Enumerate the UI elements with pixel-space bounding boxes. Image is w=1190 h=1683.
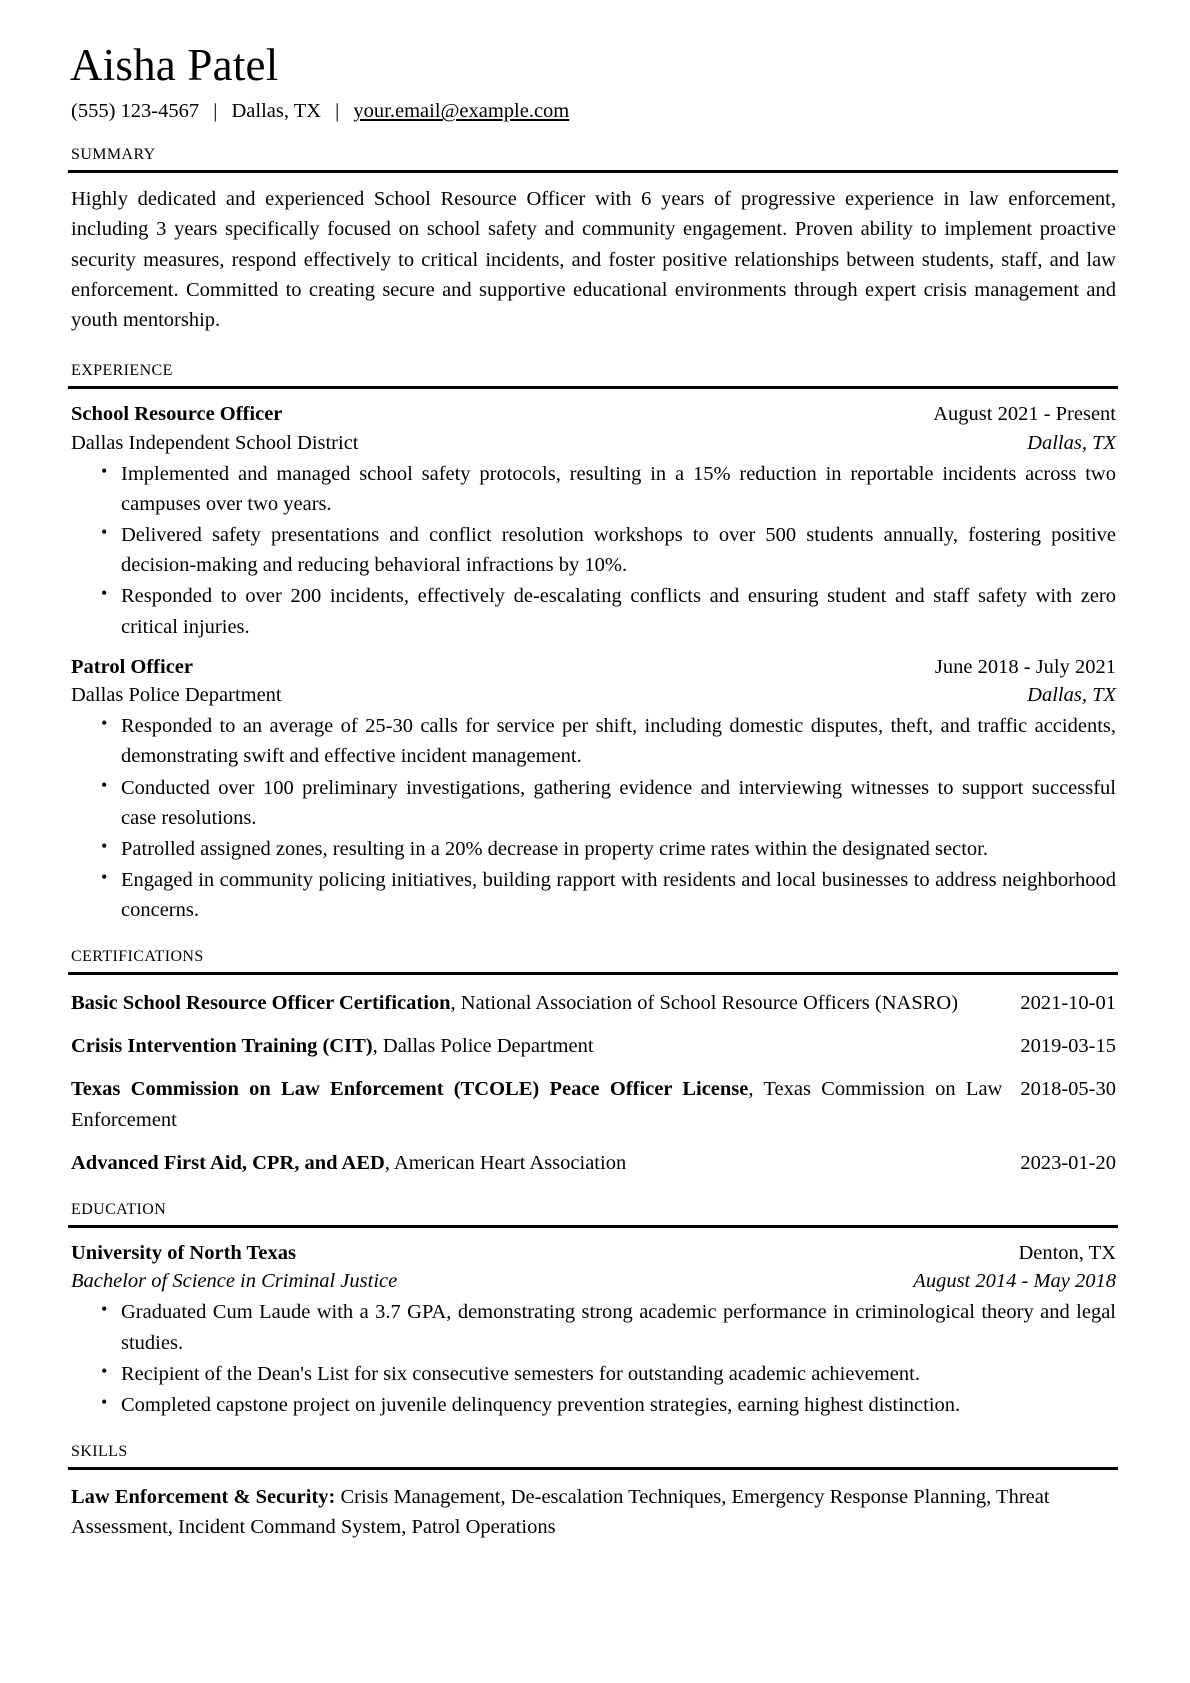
institution-name: University of North Texas xyxy=(71,1241,296,1264)
skill-group xyxy=(68,1482,1118,1542)
certification-name: Basic School Resource Officer Certification xyxy=(71,992,451,1015)
location-text: Dallas, TX xyxy=(231,100,322,123)
certifications-list xyxy=(68,988,1118,1178)
experience-entry-subheader xyxy=(71,681,1116,709)
section-rule xyxy=(68,1467,1118,1470)
section-rule xyxy=(68,1225,1118,1228)
experience-entry-subheader xyxy=(71,429,1116,457)
education-entry xyxy=(68,1239,1118,1420)
section-rule xyxy=(68,972,1118,975)
section-education xyxy=(68,1194,1118,1420)
bullet-item: • Patrolled assigned zones, resulting in a 20% decrease in property crime rates within the designated sector. xyxy=(101,834,1116,864)
job-date-range: August 2021 - Present xyxy=(933,403,1116,426)
certification-entry xyxy=(68,1031,1118,1061)
bullet-item: • Graduated Cum Laude with a 3.7 GPA, demonstrating strong academic performance in criminological theory and legal studies. xyxy=(101,1297,1116,1357)
job-location: Dallas, TX xyxy=(1027,684,1116,706)
job-bullet-list xyxy=(71,459,1116,642)
section-skills xyxy=(68,1436,1118,1542)
section-experience xyxy=(68,355,1118,925)
job-bullet-list xyxy=(71,711,1116,925)
certification-issuer: , American Heart Association xyxy=(384,1151,627,1174)
employer-name: Dallas Independent School District xyxy=(71,431,359,454)
bullet-item: • Implemented and managed school safety protocols, resulting in a 15% reduction in reportable incidents across two campuses over two years. xyxy=(101,459,1116,519)
certification-date: 2019-03-15 xyxy=(1020,1035,1116,1058)
bullet-item: • Responded to an average of 25-30 calls for service per shift, including domestic disputes, theft, and traffic accidents, demonstrating swift and effective incident management. xyxy=(101,711,1116,771)
experience-list xyxy=(68,400,1118,925)
skills-list xyxy=(68,1482,1118,1542)
certification-issuer: , National Association of School Resource Officers (NASRO) xyxy=(450,992,959,1015)
section-title-certifications: certifications xyxy=(71,941,204,968)
certification-issuer: , Dallas Police Department xyxy=(372,1035,594,1058)
job-location: Dallas, TX xyxy=(1027,431,1116,454)
section-summary xyxy=(68,139,1118,335)
institution-location: Denton, TX xyxy=(1018,1241,1116,1264)
education-entry-header xyxy=(71,1239,1116,1267)
certification-name: Texas Commission on Law Enforcement (TCOLE) Peace Officer License xyxy=(71,1078,749,1101)
certification-entry xyxy=(68,1148,1118,1178)
phone-number: (555) 123-4567 xyxy=(71,100,200,123)
skill-items: Crisis Management, De-escalation Techniques, Emergency Response Planning, Threat Assessment, Incident Command System, Patrol Operations xyxy=(71,1485,1050,1539)
experience-entry xyxy=(68,400,1118,641)
section-rule xyxy=(68,170,1118,173)
summary-paragraph: Highly dedicated and experienced School Resource Officer with 6 years of progressive experience in law enforcement, including 3 years specifically focused on school safety and community engagement. Proven ability to implement proactive security measures, respond effectively to critical incidents, and foster positive relationships between students, staff, and law enforcement. Committed to creating secure and supportive educational environments through expert crisis management and youth mentorship. xyxy=(71,188,1116,331)
certification-date: 2023-01-20 xyxy=(1020,1151,1116,1174)
contact-separator-2: | xyxy=(335,100,340,123)
education-entry-subheader xyxy=(71,1267,1116,1295)
section-rule xyxy=(68,386,1118,389)
section-certifications xyxy=(68,941,1118,1178)
job-date-range: June 2018 - July 2021 xyxy=(934,655,1116,678)
certification-date: 2018-05-30 xyxy=(1020,1078,1116,1101)
certification-issuer: , Texas Commission on Law Enforcement xyxy=(71,1078,1003,1131)
bullet-item: • Delivered safety presentations and conflict resolution workshops to over 500 students annually, fostering positive decision-making and reducing behavioral infractions by 10%. xyxy=(101,520,1116,580)
certification-entry xyxy=(68,1074,1118,1134)
bullet-item: • Completed capstone project on juvenile delinquency prevention strategies, earning highest distinction. xyxy=(101,1390,1116,1420)
bullet-item: • Recipient of the Dean's List for six consecutive semesters for outstanding academic achievement. xyxy=(101,1359,1116,1389)
job-title: Patrol Officer xyxy=(71,655,193,678)
experience-entry xyxy=(68,653,1118,925)
certification-entry xyxy=(68,988,1118,1018)
section-title-summary: summary xyxy=(71,139,156,166)
experience-entry-header xyxy=(71,653,1116,681)
certification-date: 2021-10-01 xyxy=(1020,992,1116,1015)
contact-separator-1: | xyxy=(213,100,218,123)
section-title-education: education xyxy=(71,1193,167,1220)
experience-entry-header xyxy=(71,400,1116,428)
bullet-item: • Responded to over 200 incidents, effectively de-escalating conflicts and ensuring student and staff safety with zero critical injuries. xyxy=(101,581,1116,641)
bullet-item: • Conducted over 100 preliminary investigations, gathering evidence and interviewing witnesses to support successful case resolutions. xyxy=(101,773,1116,833)
section-title-experience: experience xyxy=(71,355,173,382)
education-list xyxy=(68,1239,1118,1420)
degree-date-range: August 2014 - May 2018 xyxy=(913,1270,1116,1293)
skill-category-label: Law Enforcement & Security: xyxy=(71,1485,336,1508)
contact-line xyxy=(68,100,1118,123)
degree-name: Bachelor of Science in Criminal Justice xyxy=(71,1270,398,1293)
resume-header xyxy=(68,42,1118,123)
candidate-name: Aisha Patel xyxy=(70,40,279,90)
certification-name: Advanced First Aid, CPR, and AED xyxy=(71,1151,385,1174)
job-title: School Resource Officer xyxy=(71,403,283,426)
education-bullet-list xyxy=(71,1297,1116,1420)
certification-name: Crisis Intervention Training (CIT) xyxy=(71,1035,373,1058)
section-title-skills: skills xyxy=(71,1435,128,1462)
email-link[interactable]: your.email@example.com xyxy=(353,100,570,123)
bullet-item: • Engaged in community policing initiatives, building rapport with residents and local businesses to address neighborhood concerns. xyxy=(101,865,1116,925)
employer-name: Dallas Police Department xyxy=(71,684,282,706)
